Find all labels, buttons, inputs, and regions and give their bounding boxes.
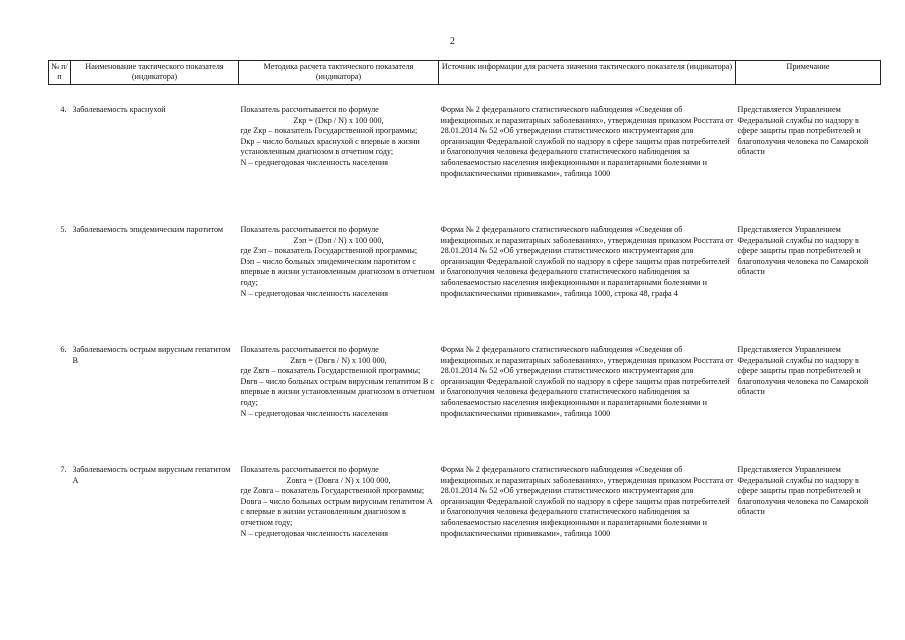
method-line: Dкр – число больных краснухой с впервые в жизни установленным диагнозом в отчетном году; [240, 136, 420, 157]
header-num: № п/п [49, 61, 71, 85]
header-source: Источник информации для расчета значения тактического показателя (индикатора) [439, 61, 736, 85]
method-line: где Zэп – показатель Государственной программы; [240, 246, 418, 256]
indicator-source: Форма № 2 федерального статистического наблюдения «Сведения об инфекционных и паразитарных заболеваниях», утвержденная приказом Росстата от 28.01.2014 № 52 «Об утверждении статистического инструментария для организации Федеральной службой по надзору в сфере защиты прав потребителей и благополучия человека федерального статистического наблюдения за заболеваемостью населения инфекционными и паразитарными болезнями и профилактическими прививками», таблица 1000 [440, 345, 734, 418]
indicator-source: Форма № 2 федерального статистического наблюдения «Сведения об инфекционных и паразитарных заболеваниях», утвержденная приказом Росстата от 28.01.2014 № 52 «Об утверждении статистического инструментария для организации Федеральной службой по надзору в сфере защиты прав потребителей и благополучия человека федерального статистического наблюдения за заболеваемостью населения инфекционными и паразитарными болезнями и профилактическими прививками», таблица 1000 [440, 105, 734, 178]
indicator-name: Заболеваемость острым вирусным гепатитом В [72, 345, 231, 365]
indicator-note: Представляется Управлением Федеральной службы по надзору в сфере защиты прав потребителей и благополучия человека по Самарской области [737, 105, 869, 157]
row-number: 4. [60, 105, 67, 114]
method-line: Dэп – число больных эпидемическим паротитом с впервые в жизни установленным диагнозом в отчетном году; [240, 256, 435, 287]
indicator-name: Заболеваемость эпидемическим паротитом [72, 225, 224, 234]
indicator-method [239, 225, 439, 325]
method-formula: Zвгв = (Dвгв / N) х 100 000, [290, 355, 387, 365]
indicators-table [48, 60, 881, 539]
method-line: Dвгв – число больных острым вирусным гепатитом В с впервые в жизни установленным диагнозом в отчетном году; [240, 376, 435, 407]
method-line: Показатель рассчитывается по формуле [240, 105, 379, 114]
method-formula: Zэп = (Dэп / N) х 100 000, [293, 235, 384, 245]
method-line: Показатель рассчитывается по формуле [240, 225, 379, 234]
indicator-name: Заболеваемость краснухой [72, 105, 166, 114]
method-line: где Zовга – показатель Государственной программы; [240, 486, 425, 496]
table-row [49, 465, 881, 539]
header-name: Наименование тактического показателя (индикатора) [71, 61, 239, 85]
table-header-row [49, 61, 881, 85]
table-row [49, 345, 881, 445]
row-number: 5. [60, 225, 67, 234]
method-line: Показатель рассчитывается по формуле [240, 345, 379, 354]
indicator-note: Представляется Управлением Федеральной службы по надзору в сфере защиты прав потребителей и благополучия человека по Самарской области [737, 465, 869, 517]
header-note: Примечание [736, 61, 881, 85]
method-line: Показатель рассчитывается по формуле [240, 465, 379, 474]
indicator-source: Форма № 2 федерального статистического наблюдения «Сведения об инфекционных и паразитарных заболеваниях», утвержденная приказом Росстата от 28.01.2014 № 52 «Об утверждении статистического инструментария для организации Федеральной службой по надзору в сфере защиты прав потребителей и благополучия человека федерального статистического наблюдения за заболеваемостью населения инфекционными и паразитарными болезнями и профилактическими прививками», таблица 1000, строка 48, графа 4 [440, 225, 734, 298]
table-row [49, 105, 881, 205]
method-formula: Zовга = (Dовга / N) х 100 000, [286, 475, 391, 485]
header-method: Методика расчета тактического показателя (индикатора) [239, 61, 439, 85]
method-line: N – среднегодовая численность населения [240, 408, 389, 418]
indicator-source: Форма № 2 федерального статистического наблюдения «Сведения об инфекционных и паразитарных заболеваниях», утвержденная приказом Росстата от 28.01.2014 № 52 «Об утверждении статистического инструментария для организации Федеральной службой по надзору в сфере защиты прав потребителей и благополучия человека федерального статистического наблюдения за заболеваемостью населения инфекционными и паразитарными болезнями и профилактическими прививками», таблица 1000 [440, 465, 734, 538]
indicator-method [239, 345, 439, 445]
indicator-note: Представляется Управлением Федеральной службы по надзору в сфере защиты прав потребителей и благополучия человека по Самарской области [737, 225, 869, 277]
indicator-note: Представляется Управлением Федеральной службы по надзору в сфере защиты прав потребителей и благополучия человека по Самарской области [737, 345, 869, 397]
page-number: 2 [450, 36, 455, 47]
indicator-method [239, 105, 439, 205]
method-line: N – среднегодовая численность населения [240, 157, 389, 167]
method-line: где Zвгв – показатель Государственной программы; [240, 366, 421, 376]
row-number: 7. [60, 465, 67, 474]
method-line: N – среднегодовая численность населения [240, 288, 389, 298]
method-formula: Zкр = (Dкр / N) х 100 000, [293, 115, 384, 125]
indicator-method [239, 465, 439, 539]
indicator-name: Заболеваемость острым вирусным гепатитом А [72, 465, 231, 485]
method-line: N – среднегодовая численность населения [240, 528, 389, 538]
table-row [49, 225, 881, 325]
method-line: где Zкр – показатель Государственной программы; [240, 126, 418, 136]
row-number: 6. [60, 345, 67, 354]
method-line: Dовга – число больных острым вирусным гепатитом А с впервые в жизни установленным диагнозом в отчетном году; [240, 496, 433, 527]
